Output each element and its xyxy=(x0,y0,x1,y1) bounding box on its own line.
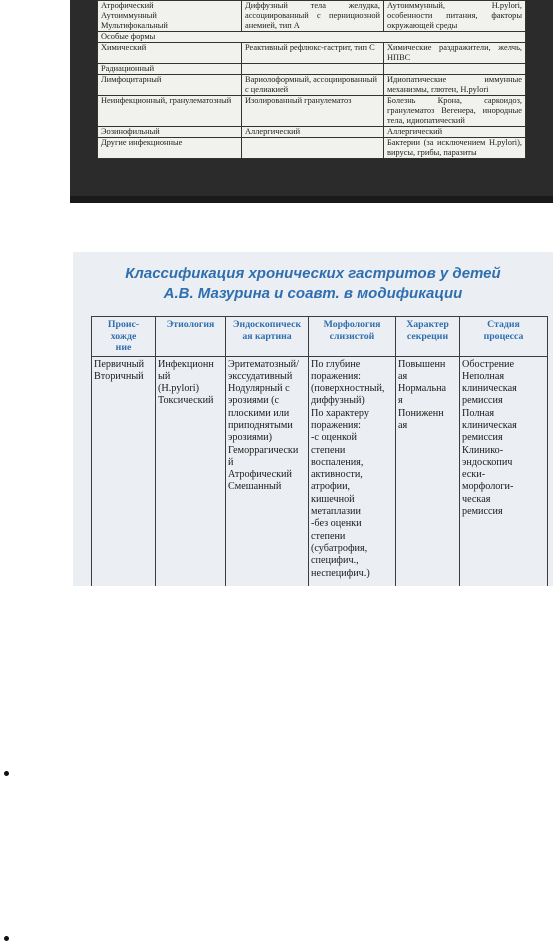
table-cell: Повышенн ая Нормальна я Пониженн ая xyxy=(396,356,460,586)
table-cell: Вариолоформный, ассоциированный с целиакией xyxy=(242,75,384,96)
table-cell: Атрофический Аутоиммунный Мультифокальный xyxy=(98,1,242,32)
column-header-origin: Проис- хожде ние xyxy=(92,317,156,357)
gastritis-forms-table xyxy=(97,0,526,159)
column-header-morphology: Морфология слизистой xyxy=(309,317,396,357)
table-section-header: Особые формы xyxy=(98,32,526,43)
table-cell: Инфекционн ый (H.pylori) Токсический xyxy=(156,356,226,586)
column-header-endoscopy: Эндоскопическ ая картина xyxy=(226,317,309,357)
table-cell xyxy=(242,138,384,159)
table-cell: Аллергический xyxy=(384,127,526,138)
table-cell: Химический xyxy=(98,43,242,64)
list-bullet xyxy=(4,771,9,776)
table-cell: Идиопатические иммунные механизмы, глютен, H.pylori xyxy=(384,75,526,96)
column-header-etiology: Этиология xyxy=(156,317,226,357)
table-header-row xyxy=(92,317,548,357)
table-cell: Изолированный гранулематоз xyxy=(242,96,384,127)
table-cell: Первичный Вторичный xyxy=(92,356,156,586)
table-cell xyxy=(384,64,526,75)
table-row xyxy=(98,127,526,138)
classification-table xyxy=(91,316,548,586)
table-row xyxy=(98,75,526,96)
table-cell: Другие инфекционные xyxy=(98,138,242,159)
column-header-secretion: Характер секреции xyxy=(396,317,460,357)
video-slide-top xyxy=(70,0,553,203)
classification-slide xyxy=(73,252,553,586)
table-cell: Реактивный рефлюкс-гастрит, тип С xyxy=(242,43,384,64)
table-cell: Диффузный тела желудка, ассоциированный с пернициозной анемией, тип А xyxy=(242,1,384,32)
table-cell: Химические раздражители, желчь, НПВС xyxy=(384,43,526,64)
table-row xyxy=(98,138,526,159)
table-row xyxy=(98,96,526,127)
table-row xyxy=(98,1,526,32)
table-cell: Аллергический xyxy=(242,127,384,138)
table-cell xyxy=(242,64,384,75)
table-cell: Эритематозный/ экссудативный Нодулярный с эрозиями (с плоскими или приподнятыми эрозиями) Геморрагически й Атрофический Смешанный xyxy=(226,356,309,586)
table-cell: Болезнь Крона, саркоидоз, гранулематоз Вегенера, инородные тела, идиопатический xyxy=(384,96,526,127)
video-control-bar[interactable] xyxy=(70,196,553,203)
table-cell: Бактерии (за исключением H.pylori), вирусы, грибы, паразиты xyxy=(384,138,526,159)
table-cell: Обострение Неполная клиническая ремиссия Полная клиническая ремиссия Клинико- эндоскопич ески- морфологи- ческая ремиссия xyxy=(460,356,548,586)
table-cell: Лимфоцитарный xyxy=(98,75,242,96)
slide-subtitle: А.В. Мазурина и соавт. в модификации xyxy=(163,285,463,302)
table-cell: Эозинофильный xyxy=(98,127,242,138)
list-bullet xyxy=(4,936,9,941)
table-cell: Аутоиммунный, H.pylori, особенности питания, факторы окружающей среды xyxy=(384,1,526,32)
table-cell: Неинфекционный, гранулематозный xyxy=(98,96,242,127)
table-row xyxy=(98,64,526,75)
slide-title: Классификация хронических гастритов у детей xyxy=(125,265,501,282)
column-header-stage: Стадия процесса xyxy=(460,317,548,357)
table-cell: Радиационный xyxy=(98,64,242,75)
table-row xyxy=(92,356,548,586)
table-row xyxy=(98,43,526,64)
table-row xyxy=(98,32,526,43)
table-cell: По глубине поражения: (поверхностный, диффузный) По характеру поражения: -с оценкой степени воспаления, активности, атрофии, кишечной метаплазии -без оценки степени (субатрофия, специфич., неспецифич.) xyxy=(309,356,396,586)
